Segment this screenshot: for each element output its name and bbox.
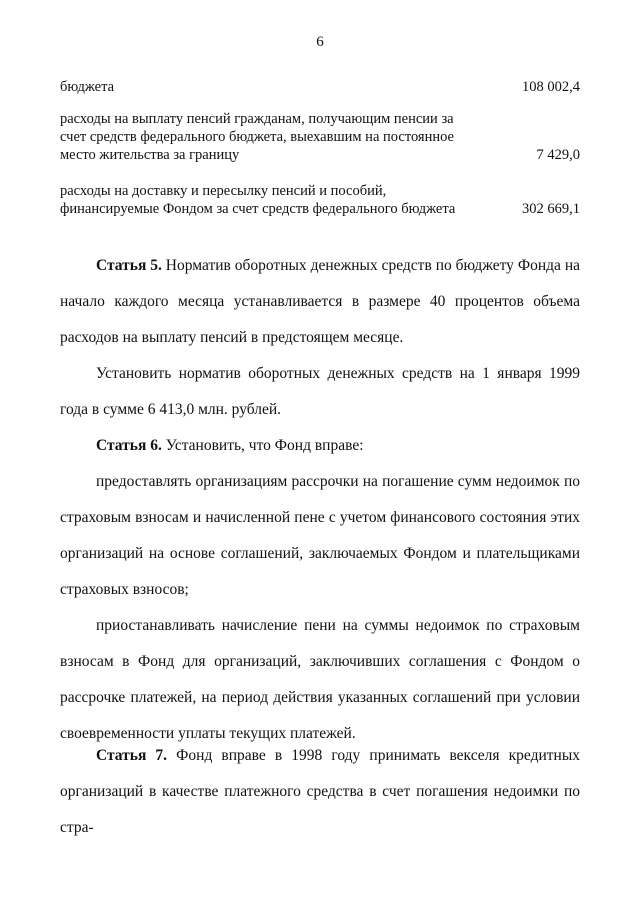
article-6-text: Установить, что Фонд вправе: [161, 437, 364, 454]
budget-row-label: расходы на доставку и пересылку пенсий и пособий, финансируемые Фондом за счет средств федерального бюджета [60, 183, 456, 217]
budget-row-amount: 108 002,4 [522, 79, 580, 95]
budget-row-amount: 7 429,0 [536, 147, 580, 163]
article-6-heading: Статья 6. [96, 437, 162, 454]
budget-row-label: бюджета [60, 79, 115, 95]
article-6-item-1: предоставлять организациям рассрочки на погашение сумм недоимок по страховым взносам и начисленной пене с учетом финансового состояния этих организаций на основе соглашений, заключаемых Фондом и плательщиками страховых взносов; [60, 473, 580, 598]
budget-row-3 [60, 182, 580, 218]
page-number: 6 [316, 34, 324, 50]
article-5-paragraph-2: Установить норматив оборотных денежных средств на 1 января 1999 года в сумме 6 413,0 млн. рублей. [60, 365, 580, 418]
article-6-paragraph [60, 428, 580, 464]
article-5-heading: Статья 5. [96, 257, 162, 274]
article-7-heading: Статья 7. [96, 747, 168, 764]
budget-row-label: расходы на выплату пенсий гражданам, получающим пенсии за счет средств федерального бюджета, выехавшим на постоянное место жительства за границу [60, 111, 454, 163]
article-5-text: Норматив оборотных денежных средств по бюджету Фонда на начало каждого месяца устанавливается в размере 40 процентов объема расходов на выплату пенсий в предстоящем месяце. [60, 257, 580, 346]
article-6-item-2: приостанавливать начисление пени на суммы недоимок по страховым взносам в Фонд для организаций, заключивших соглашения с Фондом о рассрочке платежей, на период действия указанных соглашений при условии своевременности уплаты текущих платежей. [60, 617, 580, 742]
budget-row-amount: 302 669,1 [522, 201, 580, 217]
budget-row-1 [60, 78, 580, 96]
article-5-paragraph [60, 248, 580, 356]
article-7-paragraph [60, 738, 580, 846]
budget-row-2 [60, 110, 580, 164]
article-7-text: Фонд вправе в 1998 году принимать векселя кредитных организаций в качестве платежного средства в счет погашения недоимки по стра- [60, 747, 580, 836]
